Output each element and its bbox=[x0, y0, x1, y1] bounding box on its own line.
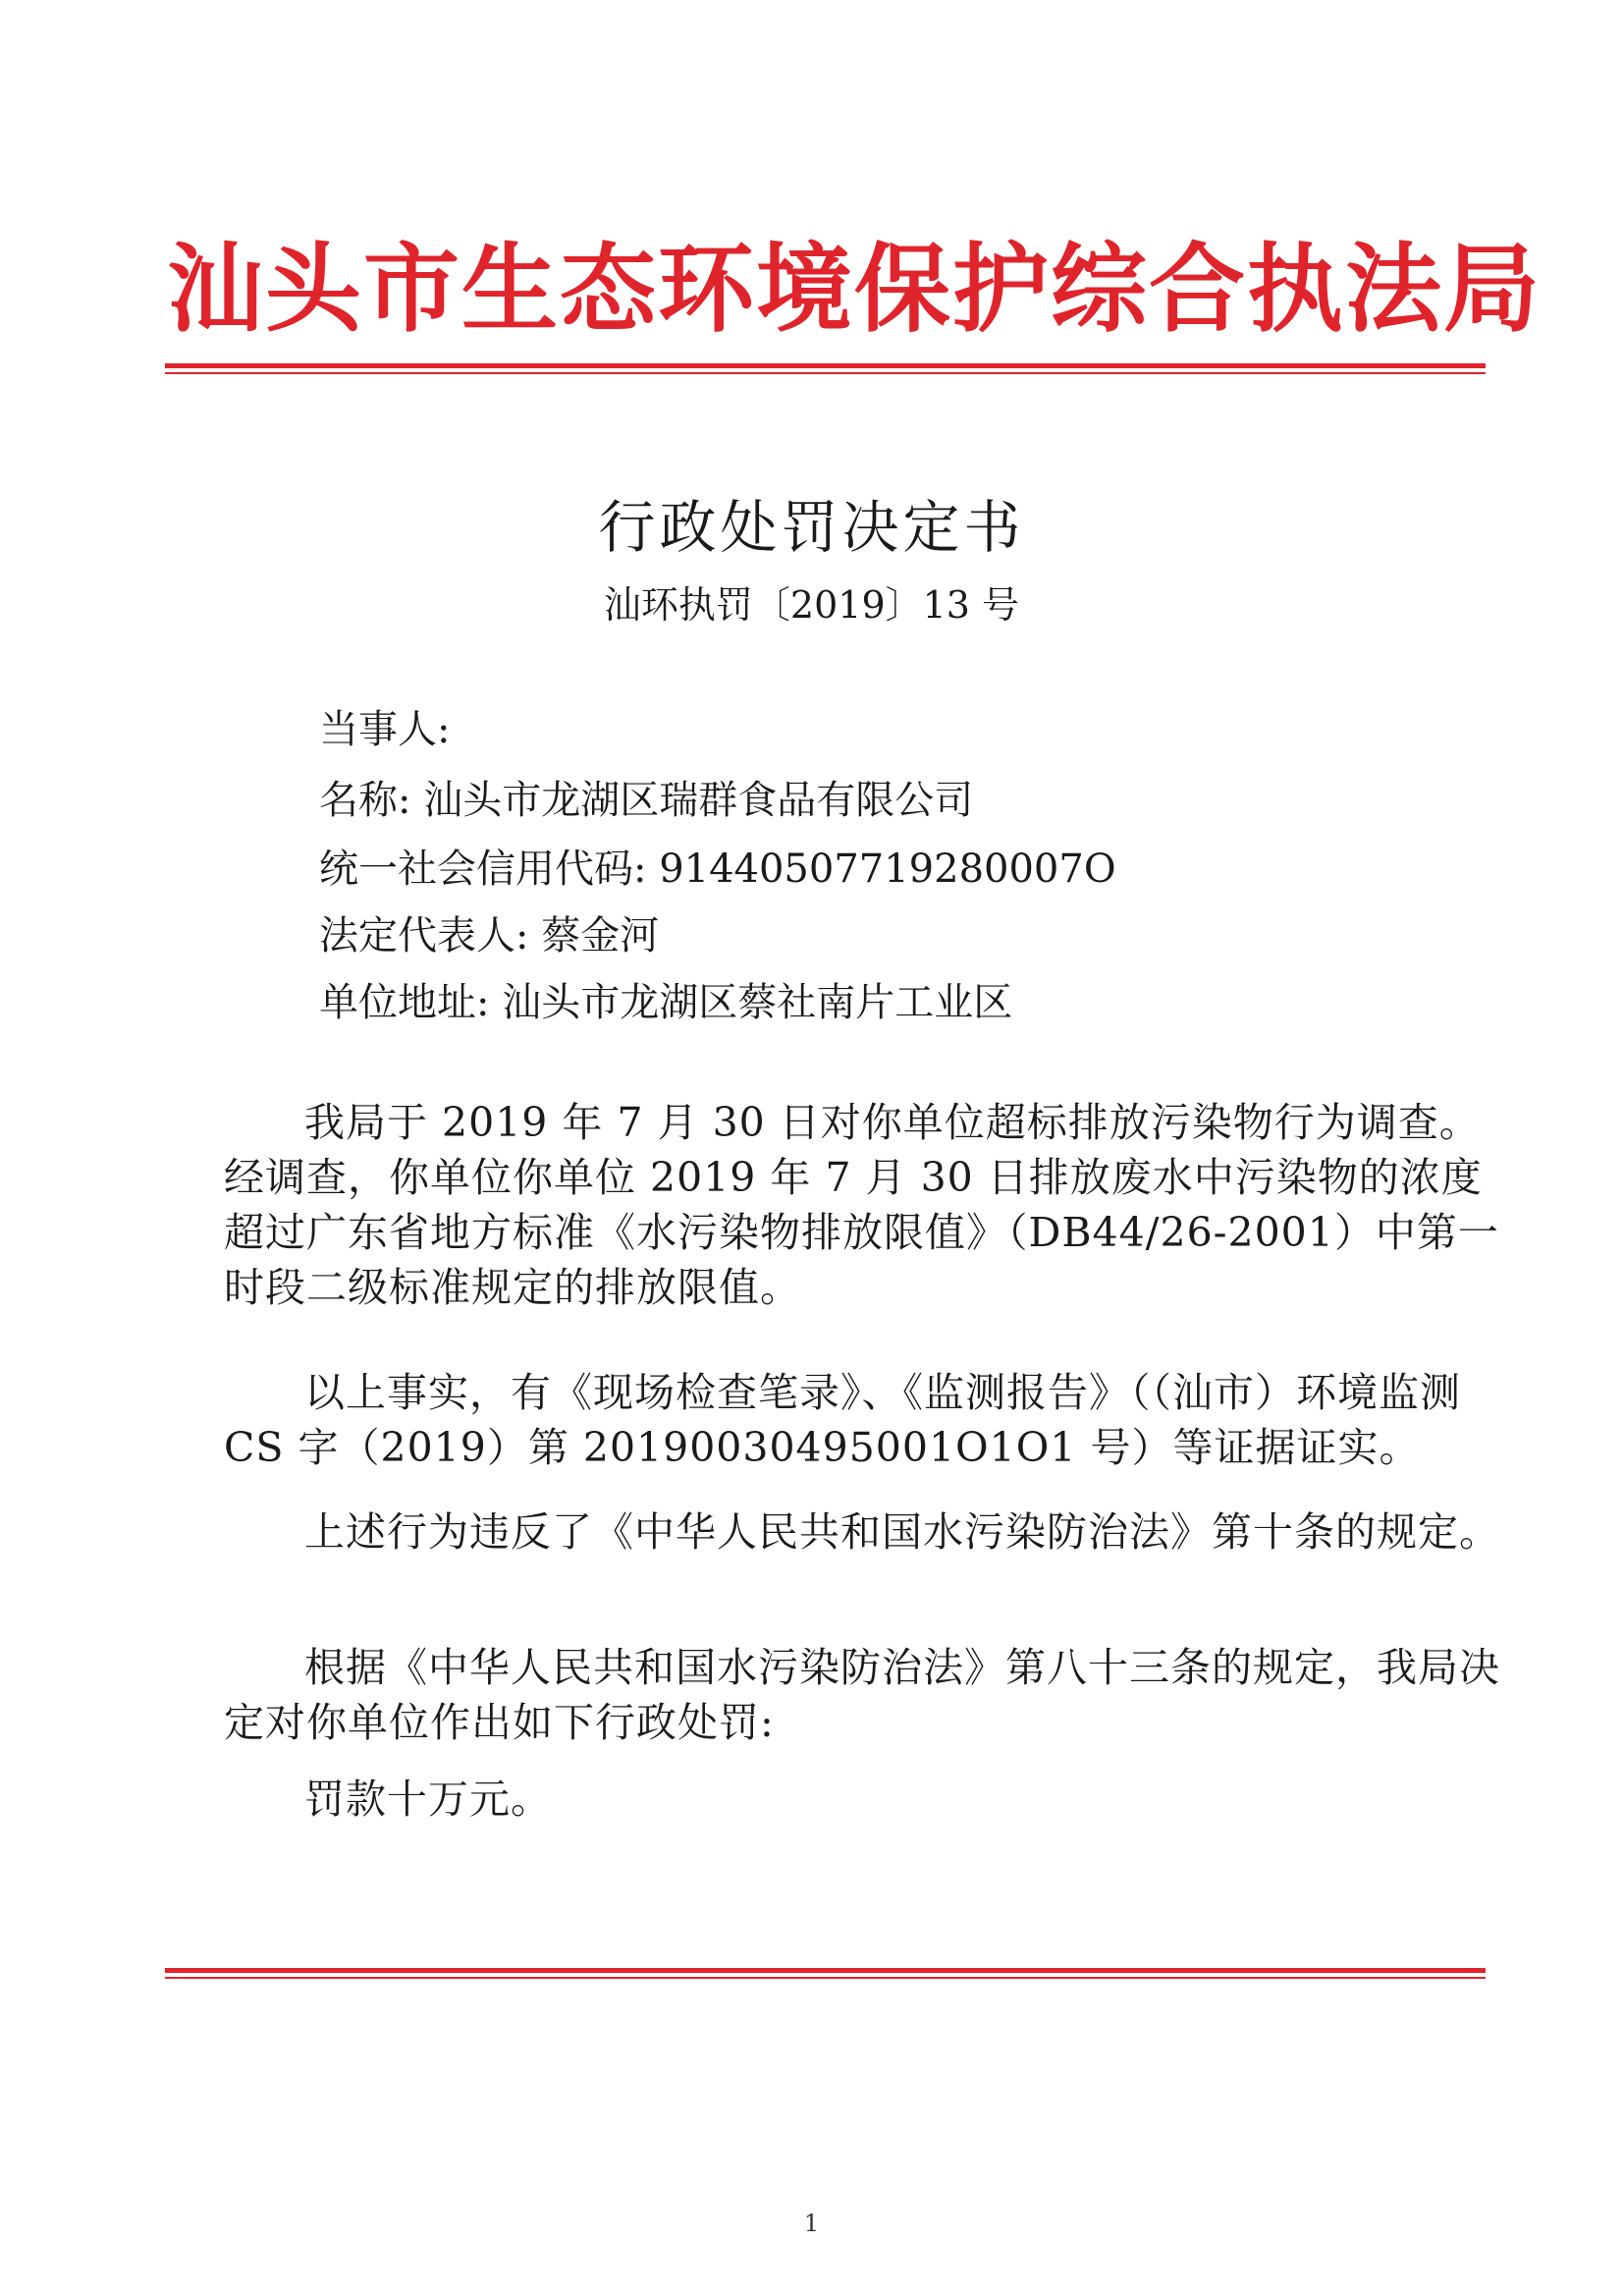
party-address-line: 单位地址: 汕头市龙湖区蔡社南片工业区 bbox=[319, 980, 1013, 1025]
footer-divider bbox=[165, 1968, 1486, 1979]
party-representative-line: 法定代表人: 蔡金河 bbox=[319, 913, 660, 958]
paragraph-text: 我局于 2019 年 7 月 30 日对你单位超标排放污染物行为调查。经调查，你单位你单位 2019 年 7 月 30 日排放废水中污染物的浓度超过广东省地方标准《水污染物排放限值》（DB44/26-2001）中第一时段二级标准规定的排放限值。 bbox=[224, 1099, 1499, 1311]
paragraph-text: 以上事实，有《现场检查笔录》、《监测报告》（（汕市）环境监测 CS 字（2019）第 20190030495001O1O1 号）等证据证实。 bbox=[224, 1369, 1461, 1471]
party-credit-code-line: 统一社会信用代码: 91440507719280007O bbox=[319, 847, 1116, 892]
body-paragraph-investigation bbox=[224, 1095, 1500, 1315]
party-name-line: 名称: 汕头市龙湖区瑞群食品有限公司 bbox=[319, 778, 974, 823]
agency-header: 汕头市生态环境保护综合执法局 bbox=[167, 233, 1542, 346]
paragraph-text: 根据《中华人民共和国水污染防治法》第八十三条的规定，我局决定对你单位作出如下行政处罚: bbox=[224, 1644, 1500, 1746]
body-paragraph-penalty bbox=[224, 1772, 1500, 1827]
header-divider bbox=[165, 363, 1486, 374]
document-number: 汕环执罚〔2019〕13 号 bbox=[603, 583, 1020, 627]
document-title: 行政处罚决定书 bbox=[598, 494, 1025, 561]
body-paragraph-evidence bbox=[224, 1365, 1500, 1475]
body-paragraph-legal-basis bbox=[224, 1640, 1500, 1750]
paragraph-text: 上述行为违反了《中华人民共和国水污染防治法》第十条的规定。 bbox=[304, 1508, 1500, 1556]
party-heading: 当事人: bbox=[319, 707, 451, 752]
body-paragraph-violation bbox=[224, 1504, 1500, 1559]
page-number: 1 bbox=[803, 2210, 820, 2237]
paragraph-text: 罚款十万元。 bbox=[304, 1776, 552, 1823]
